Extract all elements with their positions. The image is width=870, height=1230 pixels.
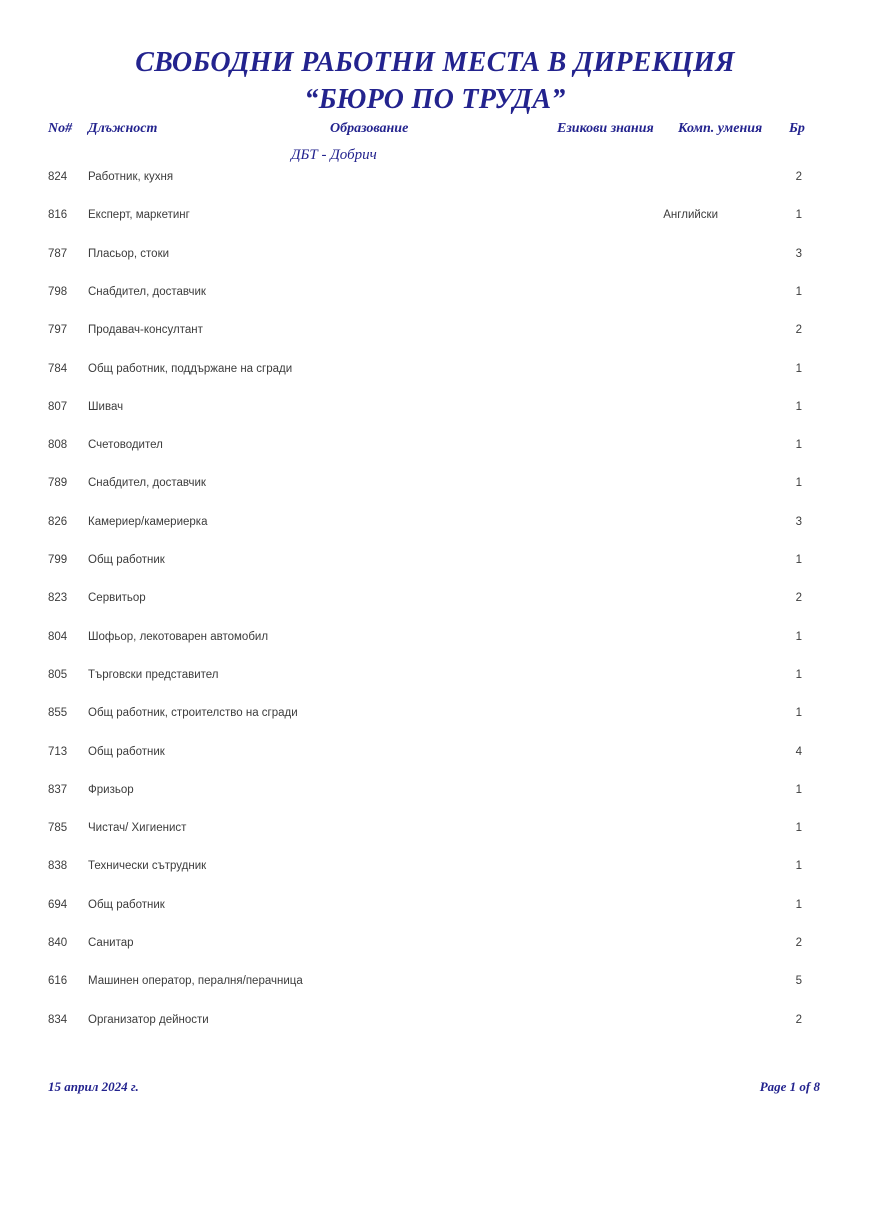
table-row — [0, 899, 870, 913]
cell-count: 4 — [795, 745, 802, 758]
column-header-position: Длъжност — [88, 121, 158, 136]
cell-position: Общ работник — [88, 745, 165, 758]
cell-no: 694 — [48, 898, 68, 911]
cell-count: 3 — [795, 515, 802, 528]
cell-no: 785 — [48, 822, 68, 835]
cell-position: Снабдител, доставчик — [88, 477, 206, 490]
table-row — [0, 937, 870, 951]
cell-no: 838 — [48, 860, 68, 873]
page-title — [0, 44, 870, 118]
table-row — [0, 401, 870, 415]
cell-languages: Английски — [663, 209, 718, 222]
cell-no: 824 — [48, 171, 68, 183]
cell-count: 2 — [795, 592, 802, 605]
cell-position: Търговски представител — [88, 668, 219, 681]
cell-no: 808 — [48, 439, 68, 452]
cell-count: 2 — [795, 1013, 802, 1026]
cell-no: 826 — [48, 515, 68, 528]
cell-position: Продавач-консултант — [88, 324, 203, 337]
cell-count: 1 — [795, 439, 802, 452]
cell-position: Общ работник — [88, 898, 165, 911]
cell-position: Шивач — [88, 400, 124, 413]
cell-count: 1 — [795, 209, 802, 222]
cell-position: Общ работник, поддържане на сгради — [88, 362, 293, 375]
column-header-count: Бр — [789, 121, 805, 136]
cell-position: Камериер/камериерка — [88, 515, 208, 528]
cell-no: 805 — [48, 668, 68, 681]
column-header-languages: Езикови знания — [557, 121, 654, 136]
table-row — [0, 975, 870, 989]
cell-position: Машинен оператор, пералня/перачница — [88, 975, 303, 988]
cell-no: 816 — [48, 209, 68, 222]
cell-count: 1 — [795, 285, 802, 298]
page-title-line1: СВОБОДНИ РАБОТНИ МЕСТА В ДИРЕКЦИЯ — [135, 47, 735, 78]
cell-count: 1 — [795, 362, 802, 375]
cell-count: 1 — [795, 477, 802, 490]
cell-no: 823 — [48, 592, 68, 605]
footer-page-number: Page 1 of 8 — [759, 1079, 820, 1094]
cell-position: Общ работник, строителство на сгради — [88, 707, 298, 720]
cell-no: 713 — [48, 745, 68, 758]
cell-position: Фризьор — [88, 783, 134, 796]
table-row — [0, 516, 870, 530]
table-row — [0, 554, 870, 568]
cell-position: Шофьор, лекотоварен автомобил — [88, 630, 269, 643]
cell-no: 798 — [48, 285, 68, 298]
cell-position: Експерт, маркетинг — [88, 209, 190, 222]
cell-count: 3 — [795, 247, 802, 260]
cell-count: 1 — [795, 630, 802, 643]
cell-position: Чистач/ Хигиенист — [88, 822, 187, 835]
cell-no: 837 — [48, 783, 68, 796]
cell-no: 789 — [48, 477, 68, 490]
cell-no: 784 — [48, 362, 68, 375]
table-row — [0, 248, 870, 262]
column-header-computer: Комп. умения — [678, 121, 763, 136]
cell-count: 1 — [795, 400, 802, 413]
cell-count: 1 — [795, 860, 802, 873]
cell-position: Счетоводител — [88, 439, 163, 452]
table-row — [0, 171, 870, 185]
cell-count: 1 — [795, 783, 802, 796]
cell-count: 2 — [795, 937, 802, 949]
column-header-no: No# — [48, 121, 73, 136]
cell-position: Общ работник — [88, 554, 165, 566]
cell-no: 807 — [48, 400, 68, 413]
cell-position: Сервитьор — [88, 592, 146, 605]
cell-no: 834 — [48, 1013, 68, 1026]
cell-count: 1 — [795, 898, 802, 911]
cell-position: Работник, кухня — [88, 171, 174, 183]
cell-no: 616 — [48, 975, 68, 988]
table-row — [0, 363, 870, 377]
page-title-line2: “БЮРО ПО ТРУДА” — [304, 84, 566, 115]
table-row — [0, 822, 870, 836]
table-row — [0, 209, 870, 223]
cell-count: 1 — [795, 554, 802, 566]
cell-no: 799 — [48, 554, 68, 566]
cell-count: 2 — [795, 171, 802, 183]
cell-position: Санитар — [88, 937, 134, 949]
footer-date: 15 април 2024 г. — [48, 1079, 139, 1094]
cell-no: 840 — [48, 937, 68, 949]
table-row — [0, 286, 870, 300]
cell-count: 1 — [795, 668, 802, 681]
cell-no: 787 — [48, 247, 68, 260]
table-row — [0, 631, 870, 645]
cell-no: 804 — [48, 630, 68, 643]
cell-count: 5 — [795, 975, 802, 988]
table-row — [0, 860, 870, 874]
table-row — [0, 784, 870, 798]
table-row — [0, 592, 870, 606]
column-header-education: Образование — [330, 121, 409, 136]
cell-position: Организатор дейности — [88, 1013, 209, 1026]
table-row — [0, 669, 870, 683]
section-header-dbt-dobrich: ДБТ - Добрич — [291, 147, 377, 163]
cell-count: 2 — [795, 324, 802, 337]
table-row — [0, 324, 870, 338]
cell-count: 1 — [795, 822, 802, 835]
table-row — [0, 746, 870, 760]
table-row — [0, 477, 870, 491]
cell-position: Пласьор, стоки — [88, 247, 170, 260]
cell-position: Снабдител, доставчик — [88, 285, 206, 298]
cell-no: 797 — [48, 324, 68, 337]
cell-no: 855 — [48, 707, 68, 720]
table-row — [0, 1014, 870, 1028]
table-row — [0, 707, 870, 721]
cell-count: 1 — [795, 707, 802, 720]
cell-position: Технически сътрудник — [88, 860, 207, 873]
table-row — [0, 439, 870, 453]
